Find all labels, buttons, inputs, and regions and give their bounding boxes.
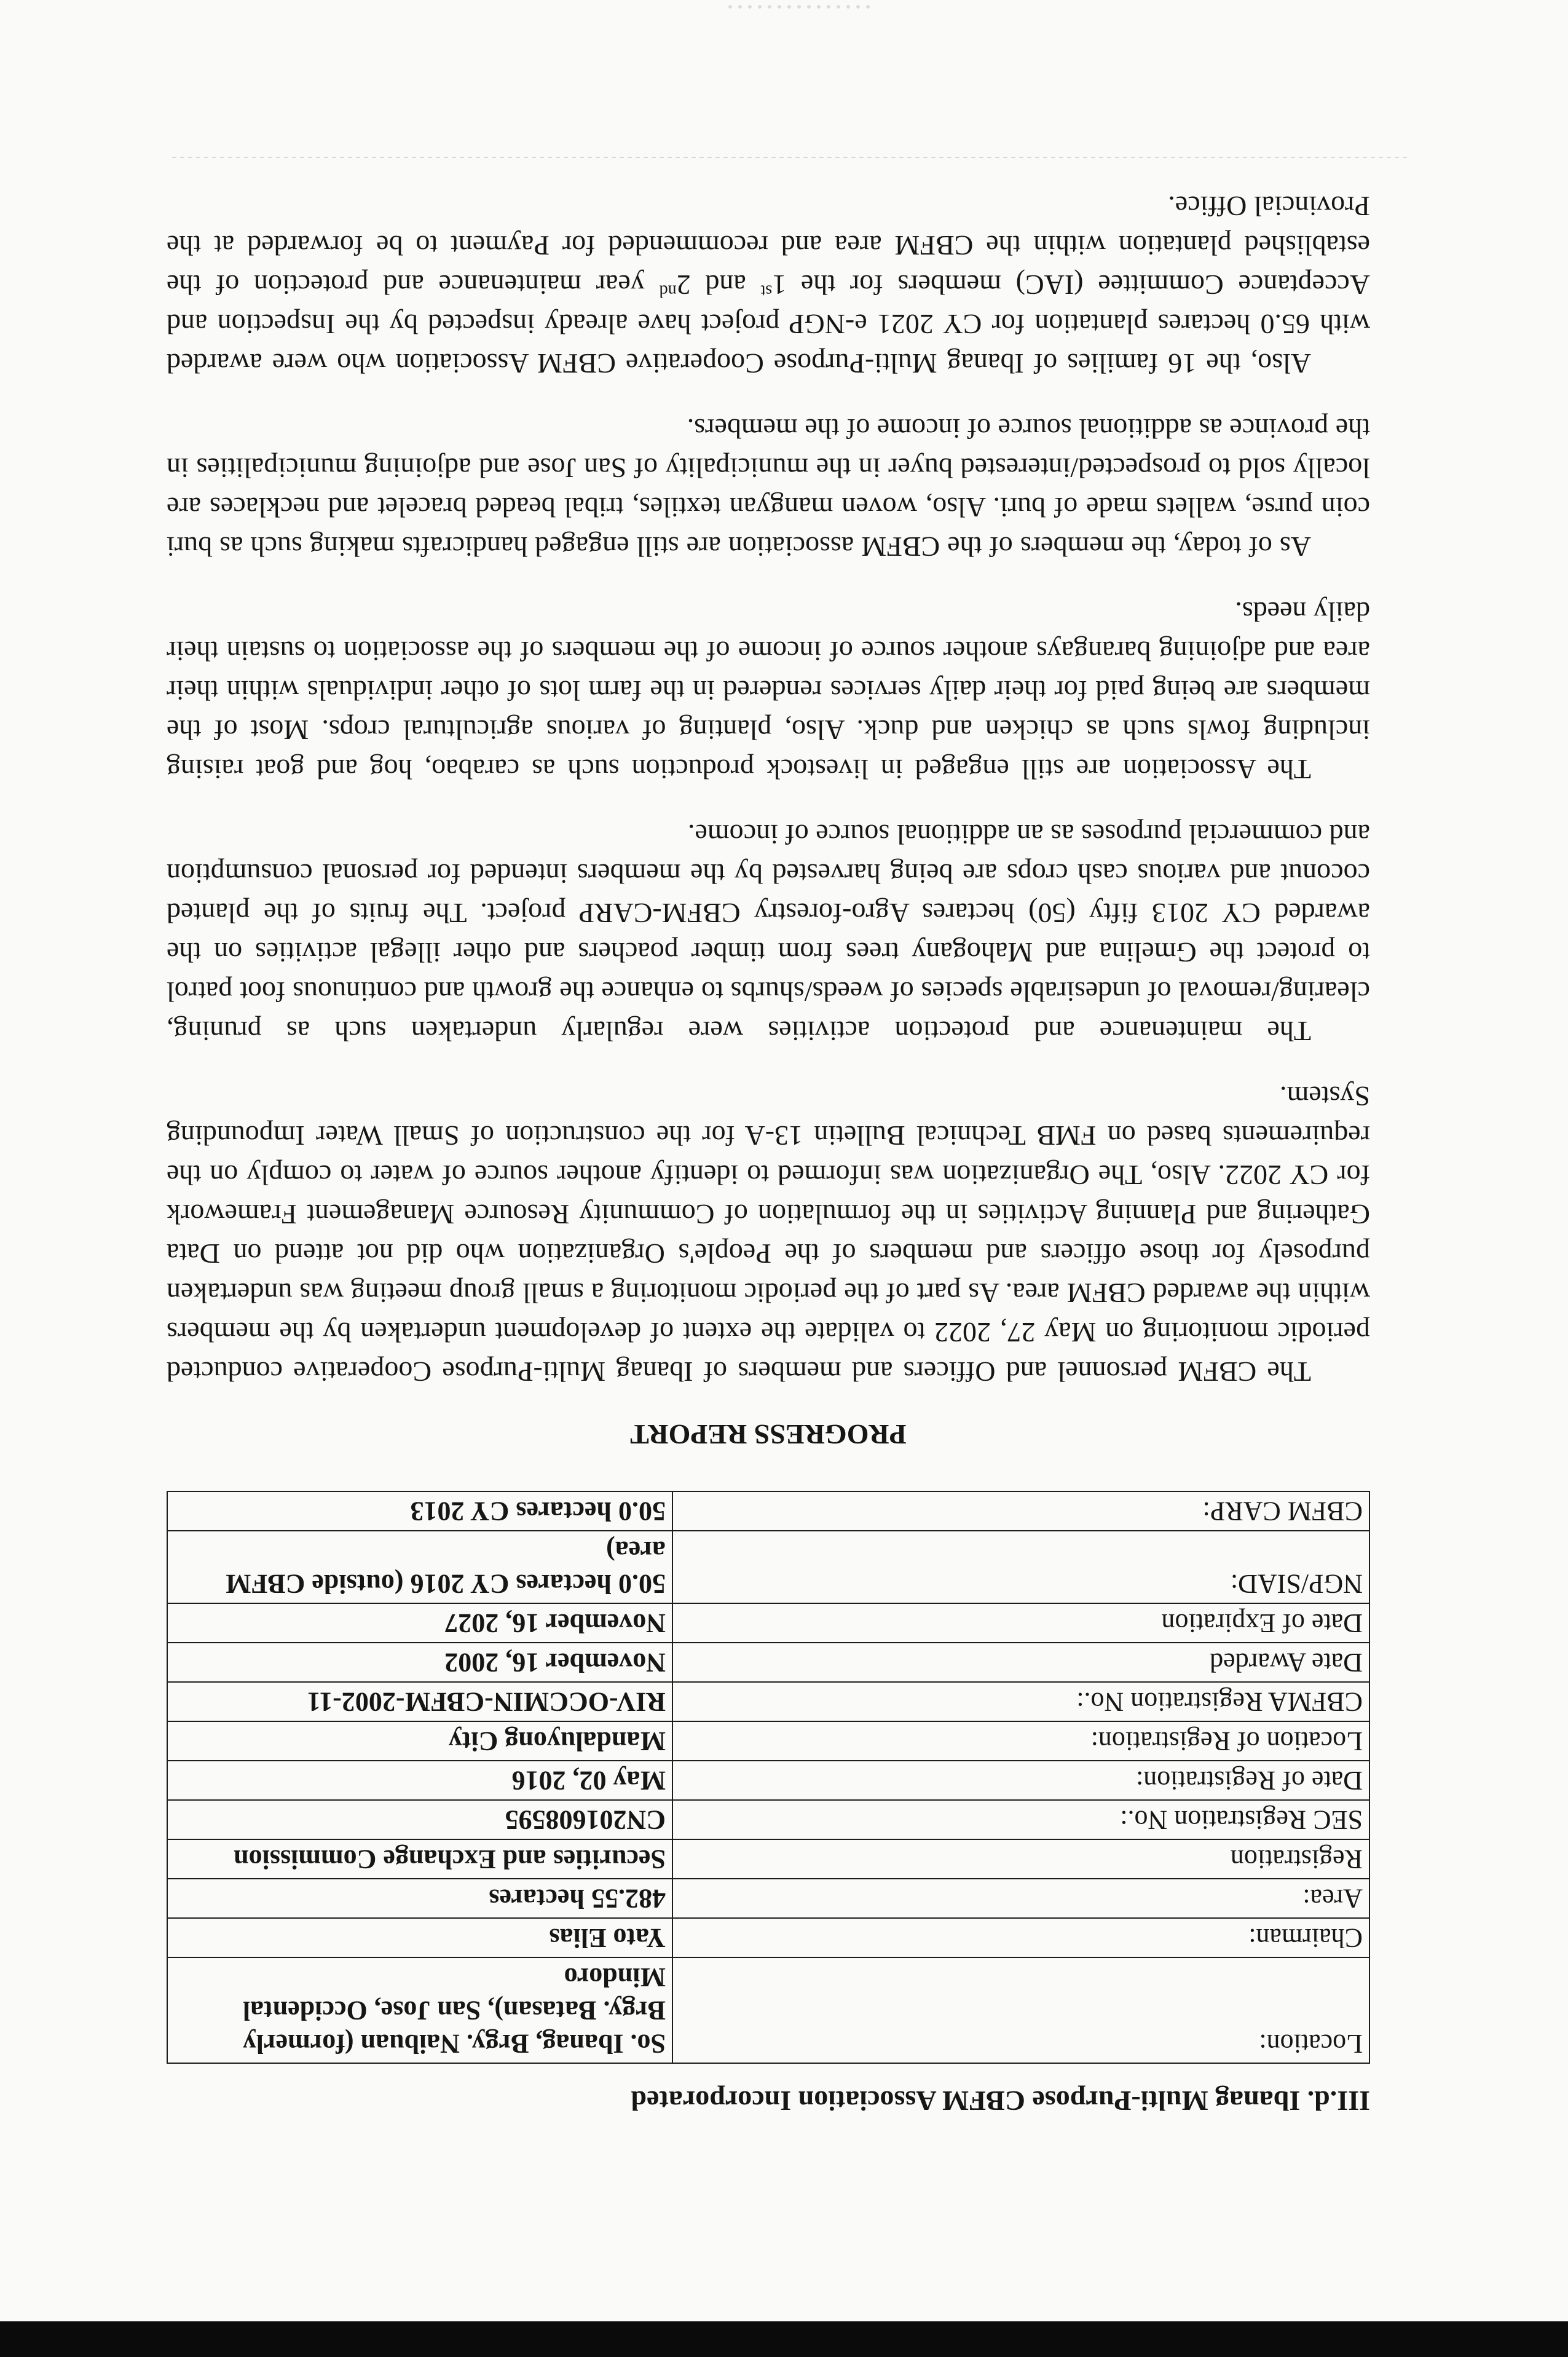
- info-value: So. Ibanag, Brgy. Naibuan (formerly Brgy. Batasan), San Jose, Occidental Mindoro: [167, 1957, 672, 2063]
- engp-text-a: Also, the 16 families of Ibanag Multi-Purpose Cooperative CBFM Association who were awarded with 65.0 hectares plantation for CY 2021 e-NGP project have already inspected by the Inspection and Acceptance Committee (IAC) members for the 1: [167, 269, 1370, 379]
- info-value: Mandaluyong City: [167, 1721, 672, 1761]
- info-value: 482.55 hectares: [167, 1879, 672, 1918]
- engp-sup-second: nd: [659, 281, 677, 301]
- info-value: November 16, 2027: [167, 1603, 672, 1643]
- engp-text-c: year maintenance and protection of the established plantation within the CBFM area and recommended for Payment to be forwarded at the Provincial Office.: [167, 191, 1370, 301]
- association-info-table: [167, 1491, 1370, 2064]
- info-row: [167, 1643, 1369, 1682]
- info-row: [167, 1491, 1369, 1531]
- info-label: Registration: [672, 1839, 1369, 1879]
- info-value: Yato Elias: [167, 1918, 672, 1957]
- info-row: [167, 1957, 1369, 2063]
- scan-bottom-border: [0, 2321, 1568, 2357]
- info-label: Location of Registration:: [672, 1721, 1369, 1761]
- report-paragraph-handicrafts: As of today, the members of the CBFM association are still engaged handicrafts making such as buri coin purse, wallets made of buri. Also, woven mangyan textiles, tribal beaded bracelet and necklaces are locally sold to prospected/interested buyer in the municipality of San Jose and adjoining municipalities in the province as additional source of income of the members.: [167, 413, 1370, 563]
- info-label: Chairman:: [672, 1918, 1369, 1957]
- section-title: III.d. Ibanag Multi-Purpose CBFM Association Incorporated: [631, 2085, 1370, 2117]
- report-paragraph-engp: [167, 186, 1370, 383]
- info-label: Date of Registration:: [672, 1761, 1369, 1800]
- info-row: [167, 1800, 1369, 1839]
- info-label: NGP/SIAD:: [672, 1531, 1369, 1603]
- info-label: Location:: [672, 1957, 1369, 2063]
- info-row: [167, 1603, 1369, 1643]
- progress-report-heading: PROGRESS REPORT: [630, 1419, 907, 1450]
- report-paragraph-maintenance: The maintenance and protection activities were regularly undertaken such as pruning, clearing/removal of undesirable species of weeds/shurbs to enhance the growth and continuous foot patrol to protect the Gmelina and Mahogany trees from timber poachers and other illegal activities on the awarded CY 2013 fifty (50) hectares Agro-forestry CBFM-CARP project. The fruits of the planted coconut and various cash crops are being harvested by the members intended for personal consumption and commercial purposes as an additional source of income.: [167, 819, 1370, 1047]
- info-label: CBFMA Registration No.:: [672, 1682, 1369, 1721]
- info-value: 50.0 hectares CY 2013: [167, 1491, 672, 1531]
- report-paragraph-monitoring: The CBFM personnel and Officers and members of Ibanag Multi-Purpose Cooperative conducted periodic monitoring on May 27, 2022 to validate the extent of development undertaken by the members within the awarded CBFM area. As part of the periodic monitoring a small group meeting was undertaken purposely for those officers and members of the People's Organization who did not attend on Data Gathering and Planning Activities in the formulation of Community Resource Management Framework for CY 2022. Also, The Organization was informed to identify another source of water to comply on the requirements based on FMB Technical Bulletin 13-A for the construction of Small Water Impounding System.: [167, 1081, 1370, 1388]
- info-value: CN201608595: [167, 1800, 672, 1839]
- info-value: November 16, 2002: [167, 1643, 672, 1682]
- info-value: May 02, 2016: [167, 1761, 672, 1800]
- info-row: [167, 1531, 1369, 1603]
- info-row: [167, 1839, 1369, 1879]
- info-value: Securities and Exchange Commission: [167, 1839, 672, 1879]
- info-row: [167, 1682, 1369, 1721]
- engp-sup-first: st: [760, 281, 773, 301]
- info-value: 50.0 hectares CY 2016 (outside CBFM area): [167, 1531, 672, 1603]
- info-row: [167, 1879, 1369, 1918]
- info-label: SEC Registration No.:: [672, 1800, 1369, 1839]
- info-label: Area:: [672, 1879, 1369, 1918]
- document-content: [167, 160, 1370, 2120]
- info-row: [167, 1761, 1369, 1800]
- info-label: Date Awarded: [672, 1643, 1369, 1682]
- info-row: [167, 1918, 1369, 1957]
- engp-text-b: and 2: [676, 269, 761, 301]
- info-row: [167, 1721, 1369, 1761]
- info-value: RIV-OCCMIN-CBFM-2002-11: [167, 1682, 672, 1721]
- info-label: CBFM CARP:: [672, 1491, 1369, 1531]
- info-label: Date of Expiration: [672, 1603, 1369, 1643]
- report-paragraph-livestock: The Association are still engaged in livestock production such as carabao, hog and goat raising including fowls such as chicken and duck. Also, planting of various agricultural crops. Most of the members are being paid for their daily services rendered in the farm lots of other individuals within their area and adjoining barangays another source of income of the members of the association to sustain their daily needs.: [167, 596, 1370, 785]
